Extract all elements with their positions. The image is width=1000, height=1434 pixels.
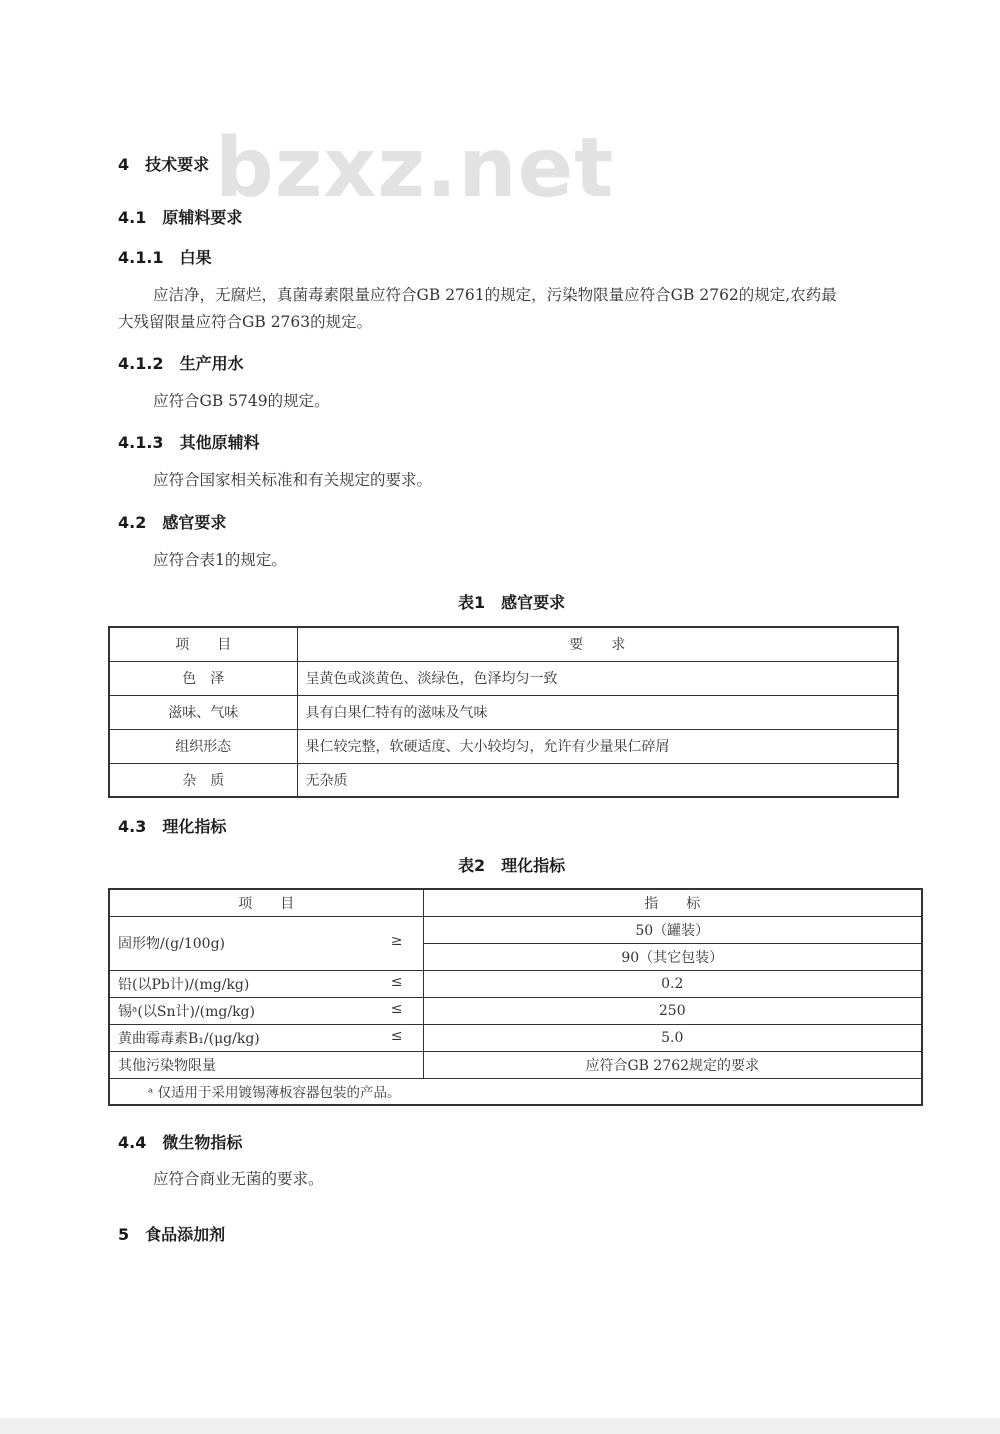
header-cell: 要 求 (297, 627, 898, 661)
table-row (109, 729, 898, 763)
requirement-cell: 呈黄色或淡黄色、淡绿色，色泽均匀一致 (297, 661, 898, 695)
section-title: 技术要求 (145, 155, 210, 174)
header-cell: 项 目 (109, 889, 423, 916)
item-cell: 杂 质 (109, 763, 297, 797)
item-label: 黄曲霉毒素B₁/(μg/kg) (118, 1030, 260, 1047)
paragraph-4-1-1-line1: 应洁净，无腐烂，真菌毒素限量应符合GB 2761的规定，污染物限量应符合GB 2762的规定,农药最 (153, 286, 837, 304)
section-4-heading (118, 152, 209, 175)
item-label: 铅(以Pb计)/(mg/kg) (118, 976, 250, 993)
section-5-heading (118, 1222, 225, 1245)
physicochemical-table (108, 888, 923, 1106)
requirement-cell: 具有白果仁特有的滋味及气味 (297, 695, 898, 729)
section-title: 感官要求 (162, 513, 227, 532)
item-cell: 色 泽 (109, 661, 297, 695)
watermark: bzxz.net (215, 121, 615, 216)
section-4-2-heading (118, 510, 226, 533)
table-footnote: ᵃ 仅适用于采用镀锡薄板容器包装的产品。 (109, 1078, 922, 1105)
item-cell (109, 916, 423, 970)
section-number: 4.1.1 (118, 248, 164, 267)
table-header-row (109, 627, 898, 661)
section-4-4-heading (118, 1130, 242, 1153)
table-row (109, 970, 922, 997)
section-number: 4 (118, 155, 130, 174)
item-label: 固形物/(g/100g) (118, 936, 226, 952)
value-cell: 5.0 (423, 1024, 922, 1051)
item-label: 锡ᵃ(以Sn计)/(mg/kg) (118, 1003, 255, 1020)
item-cell (109, 997, 423, 1024)
item-cell (109, 1051, 423, 1078)
comparison-symbol: ≤ (390, 973, 403, 990)
value-cell: 50（罐装） (423, 916, 922, 943)
section-4-1-3-heading (118, 430, 260, 453)
section-number: 5 (118, 1225, 130, 1244)
section-number: 4.3 (118, 817, 147, 836)
paragraph-4-1-2: 应符合GB 5749的规定。 (153, 392, 330, 410)
section-title: 微生物指标 (162, 1133, 243, 1152)
paragraph-4-2: 应符合表1的规定。 (153, 551, 287, 569)
item-cell: 组织形态 (109, 729, 297, 763)
section-4-1-1-heading (118, 245, 212, 268)
comparison-symbol: ≤ (390, 1000, 403, 1017)
section-title: 食品添加剂 (145, 1225, 226, 1244)
requirement-cell: 果仁较完整，软硬适度、大小较均匀，允许有少量果仁碎屑 (297, 729, 898, 763)
paragraph-4-1-3: 应符合国家相关标准和有关规定的要求。 (153, 471, 433, 489)
section-4-1-2-heading (118, 351, 244, 374)
value-cell: 应符合GB 2762规定的要求 (423, 1051, 922, 1078)
section-number: 4.2 (118, 513, 147, 532)
section-4-1-heading (118, 205, 242, 228)
paragraph-4-1-1-line2: 大残留限量应符合GB 2763的规定。 (118, 313, 373, 331)
section-number: 4.1.2 (118, 354, 164, 373)
section-title: 原辅料要求 (162, 208, 243, 227)
value-cell: 250 (423, 997, 922, 1024)
section-4-3-heading (118, 814, 226, 837)
table-row (109, 916, 922, 943)
section-number: 4.4 (118, 1133, 147, 1152)
table-row (109, 1024, 922, 1051)
table2-caption: 表2 理化指标 (458, 856, 566, 875)
table-row (109, 661, 898, 695)
table1-caption: 表1 感官要求 (458, 593, 566, 612)
comparison-symbol: ≤ (390, 1027, 403, 1044)
section-number: 4.1 (118, 208, 147, 227)
paragraph-4-4: 应符合商业无菌的要求。 (153, 1170, 324, 1188)
section-title: 理化指标 (162, 817, 227, 836)
table-header-row (109, 889, 922, 916)
table-row (109, 1051, 922, 1078)
section-title: 生产用水 (179, 354, 244, 373)
comparison-symbol: ≥ (390, 933, 403, 949)
table-row (109, 695, 898, 729)
item-cell (109, 970, 423, 997)
header-cell: 项 目 (109, 627, 297, 661)
section-title: 白果 (179, 248, 212, 267)
table-row (109, 997, 922, 1024)
value-cell: 90（其它包装） (423, 943, 922, 970)
item-cell: 滋味、气味 (109, 695, 297, 729)
table-footnote-row (109, 1078, 922, 1105)
section-title: 其他原辅料 (179, 433, 260, 452)
sensory-table (108, 626, 899, 798)
section-number: 4.1.3 (118, 433, 164, 452)
item-label: 其他污染物限量 (118, 1057, 216, 1074)
item-cell (109, 1024, 423, 1051)
page-bottom-bar (0, 1418, 1000, 1434)
header-cell: 指 标 (423, 889, 922, 916)
requirement-cell: 无杂质 (297, 763, 898, 797)
value-cell: 0.2 (423, 970, 922, 997)
table-row (109, 763, 898, 797)
